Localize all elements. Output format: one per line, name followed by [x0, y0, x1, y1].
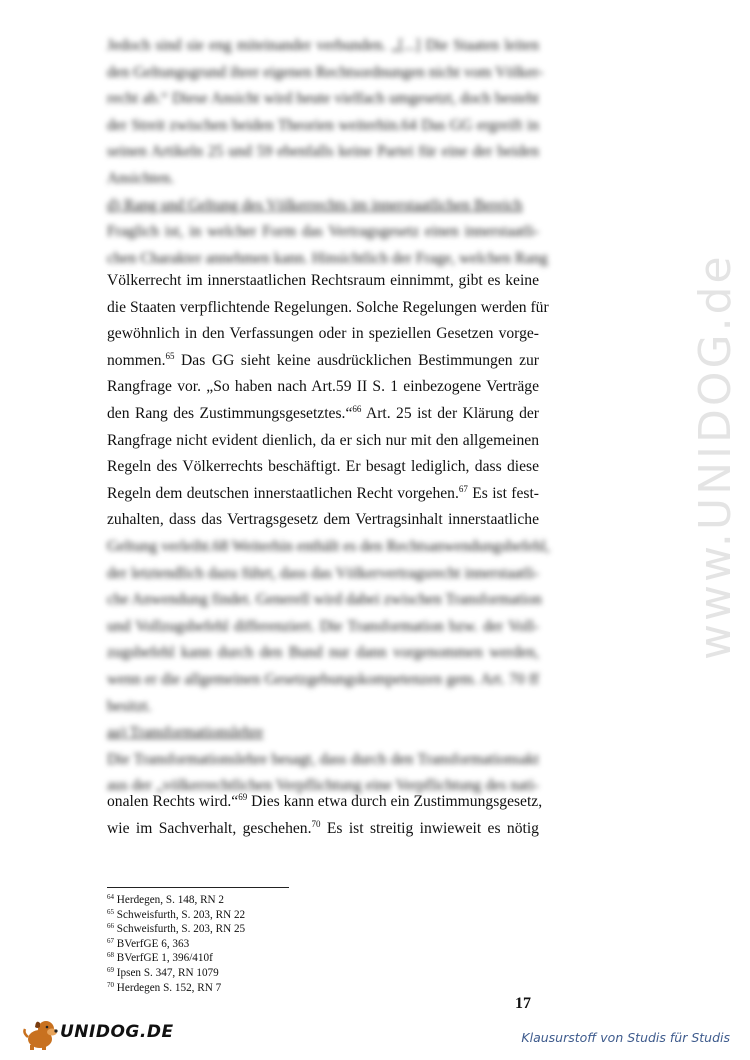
text-line: Rangfrage nicht evident dienlich, da er sich nur mit den allgemeinen: [107, 431, 539, 449]
logo-text: UNIDOG.DE: [60, 1022, 174, 1042]
section-heading: aa) Transformationslehre: [107, 724, 264, 742]
text-line: den Geltungsgrund ihrer eigenen Rechtsordnungen nicht vom Völker-: [107, 63, 544, 81]
text-line: Ansichten.: [107, 169, 175, 187]
blurred-paragraph-top: [107, 33, 548, 272]
footnote-number: 65: [107, 907, 114, 916]
text-run: Es ist streitig inwieweit es nötig: [320, 819, 539, 837]
footnote: [107, 893, 367, 908]
footnote-number: 70: [107, 980, 114, 989]
text-line: wenn er die allgemeinen Gesetzgebungskompetenzen gem. Art. 70 ff: [107, 670, 539, 688]
text-line: und Vollzugsbefehl differenziert. Die Transformation bzw. der Voll-: [107, 617, 539, 635]
tagline: Klausurstoff von Studis für Studis: [521, 1030, 730, 1045]
text-line: Fraglich ist, in welcher Form das Vertragsgesetz einen innerstaatli-: [107, 223, 539, 241]
text-run: Das GG sieht keine ausdrücklichen Bestimmungen zur: [174, 351, 539, 369]
footnote-text: Herdegen S. 152, RN 7: [114, 981, 222, 994]
text-line: recht ab.“ Diese Ansicht wird heute vielfach umgesetzt, doch besteht: [107, 90, 539, 108]
footnote: [107, 937, 367, 952]
text-line: zugsbefehl kann durch den Bund nur dann vorgenommen werden,: [107, 644, 539, 662]
dog-icon: [22, 1017, 62, 1051]
text-run: Dies kann etwa durch ein Zustimmungsgesetz,: [247, 793, 543, 810]
text-run: Art. 25 ist der Klärung der: [361, 404, 539, 422]
text-line: [107, 348, 539, 375]
footnote-ref: 69: [238, 792, 248, 802]
blurred-paragraph-middle: [107, 534, 550, 800]
page-number: 17: [515, 995, 531, 1012]
footnote-text: Herdegen, S. 148, RN 2: [114, 894, 224, 906]
text-line: besitzt.: [107, 697, 152, 715]
paragraph-bottom: [107, 789, 543, 842]
footnote-ref: 65: [165, 350, 175, 361]
text-line: [107, 789, 543, 816]
text-line: seinen Artikeln 25 und 59 ebenfalls keine Partei für eine der beiden: [107, 143, 539, 161]
text-run: nommen.: [107, 351, 166, 369]
footnote: [107, 981, 367, 996]
text-run: den Rang des Zustimmungsgesetztes.“: [107, 404, 353, 422]
footnote-number: 68: [107, 951, 114, 960]
text-line: Rangfrage vor. „So haben nach Art.59 II S. 1 einbezogene Verträge: [107, 378, 539, 396]
footnote-number: 66: [107, 922, 114, 931]
text-line: Jedoch sind sie eng miteinander verbunden. „[...] Die Staaten leiten: [107, 37, 539, 54]
footnote-ref: 70: [311, 818, 321, 829]
text-run: onalen Rechts wird.“: [107, 793, 239, 810]
unidog-logo[interactable]: [22, 1017, 174, 1051]
text-line: [107, 401, 539, 428]
text-run: Regeln dem deutschen innerstaatlichen Recht vorgehen.: [107, 484, 459, 502]
text-line: Die Transformationslehre besagt, dass durch den Transformationsakt: [107, 750, 539, 768]
footnote-number: 69: [107, 965, 114, 974]
text-line: aus der „völkerrechtlichen Verpflichtung eine Verpflichtung des nati-: [107, 777, 539, 795]
footnote-divider: [107, 887, 289, 888]
footnote-number: 67: [107, 936, 114, 945]
footnote-number: 64: [107, 893, 114, 901]
watermark: www.UNIDOG.de: [690, 253, 741, 660]
text-line: chen Charakter annehmen kann. Hinsichtlich der Frage, welchen Rang: [107, 249, 548, 267]
section-heading: d) Rang und Geltung des Völkerrechts im innerstaatlichen Bereich: [107, 196, 523, 214]
text-line: Völkerrecht im innerstaatlichen Rechtsraum einnimmt, gibt es keine: [107, 272, 539, 289]
footnote: [107, 922, 367, 937]
text-line: Regeln des Völkerrechts beschäftigt. Er besagt lediglich, dass diese: [107, 458, 539, 476]
text-line: [107, 481, 539, 508]
text-line: zuhalten, dass das Vertragsgesetz dem Vertragsinhalt innerstaatliche: [107, 511, 539, 529]
footnotes: [107, 893, 367, 995]
text-line: Geltung verleiht.68 Weiterhin enthält es den Rechtsanwendungsbefehl,: [107, 538, 550, 555]
footnote-ref: 67: [458, 483, 468, 494]
paragraph-main: [107, 268, 549, 534]
text-line: [107, 816, 539, 843]
footnote: [107, 951, 367, 966]
footnote-text: Schweisfurth, S. 203, RN 22: [114, 908, 246, 921]
text-line: gewöhnlich in den Verfassungen oder in speziellen Gesetzen vorge-: [107, 325, 539, 343]
text-run: wie im Sachverhalt, geschehen.: [107, 819, 312, 837]
footnote-text: Schweisfurth, S. 203, RN 25: [114, 923, 246, 936]
footnote-text: Ipsen S. 347, RN 1079: [114, 966, 219, 979]
footnote: [107, 966, 367, 981]
text-run: Es ist fest-: [467, 484, 539, 502]
footnote: [107, 908, 367, 923]
text-line: die Staaten verpflichtende Regelungen. Solche Regelungen werden für: [107, 298, 549, 316]
footnote-ref: 66: [352, 403, 362, 414]
text-line: der letztendlich dazu führt, dass das Völkervertragsrecht innerstaatli-: [107, 564, 539, 582]
text-line: che Anwendung findet. Generell wird dabei zwischen Transformation: [107, 591, 542, 609]
footnote-text: BVerfGE 1, 396/410f: [114, 952, 213, 965]
text-line: der Streit zwischen beiden Theorien weiterhin.64 Das GG ergreift in: [107, 116, 539, 134]
footnote-text: BVerfGE 6, 363: [114, 937, 190, 950]
